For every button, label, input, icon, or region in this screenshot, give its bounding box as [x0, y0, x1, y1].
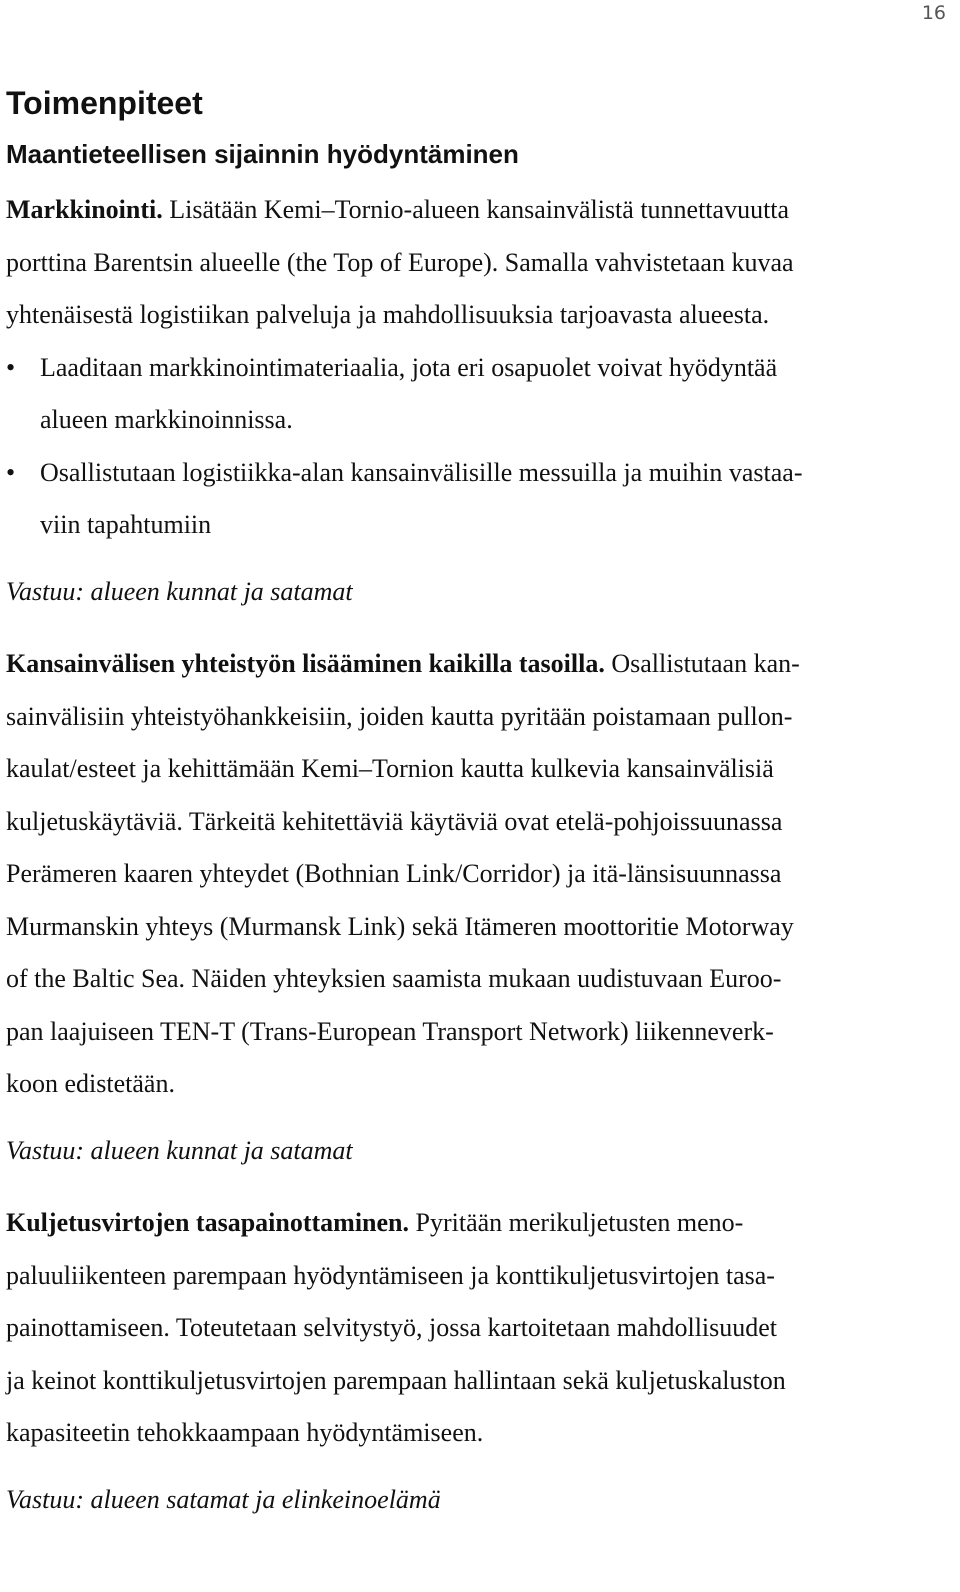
bullet-line: alueen markkinoinnissa. [40, 405, 293, 434]
transport-flows-paragraph [6, 1197, 942, 1460]
paragraph-line: of the Baltic Sea. Näiden yhteyksien saamista mukaan uudistuvaan Euroo- [6, 964, 782, 993]
section-marketing [6, 184, 942, 618]
bullet-line: viin tapahtumiin [40, 510, 212, 539]
paragraph-line: yhtenäisestä logistiikan palveluja ja mahdollisuuksia tarjoavasta alueesta. [6, 300, 770, 329]
bullet-icon: • [6, 457, 16, 487]
bullet-line: Laaditaan markkinointimateriaalia, jota eri osapuolet voivat hyödyntää [40, 352, 778, 382]
paragraph-line: kuljetuskäytäviä. Tärkeitä kehitettäviä käytäviä ovat etelä-pohjoissuunassa [6, 806, 783, 836]
bullet-line: Osallistutaan logistiikka-alan kansainvälisille messuilla ja muihin vastaa- [40, 457, 803, 487]
bullet-item [6, 447, 942, 552]
section-transport-flows [6, 1197, 942, 1526]
paragraph-lead: Kuljetusvirtojen tasapainottaminen. [6, 1208, 409, 1237]
bullet-list [6, 342, 942, 552]
paragraph-line: ja keinot konttikuljetusvirtojen parempaan hallintaan sekä kuljetuskaluston [6, 1365, 786, 1395]
paragraph-line: Markkinointi. Lisätään Kemi–Tornio-alueen kansainvälistä tunnettavuutta [6, 195, 790, 224]
responsibility-note: Vastuu: alueen satamat ja elinkeinoelämä [6, 1484, 441, 1514]
paragraph-line: kapasiteetin tehokkaampaan hyödyntämiseen. [6, 1418, 484, 1447]
bullet-icon: • [6, 352, 16, 382]
paragraph-line: Perämeren kaaren yhteydet (Bothnian Link/Corridor) ja itä-länsisuunnassa [6, 859, 782, 888]
paragraph-line: Murmanskin yhteys (Murmansk Link) sekä Itämeren moottoritie Motorway [6, 911, 794, 941]
paragraph-lead: Kansainvälisen yhteistyön lisääminen kaikilla tasoilla. [6, 649, 605, 678]
paragraph-line: pan laajuiseen TEN-T (Trans-European Transport Network) liikenneverk- [6, 1016, 774, 1046]
responsibility-note: Vastuu: alueen kunnat ja satamat [6, 1135, 353, 1165]
section-heading: Maantieteellisen sijainnin hyödyntäminen [6, 139, 519, 169]
paragraph-line: painottamiseen. Toteutetaan selvitystyö, jossa kartoitetaan mahdollisuudet [6, 1313, 778, 1342]
paragraph-line: Kansainvälisen yhteistyön lisääminen kaikilla tasoilla. Osallistutaan kan- [6, 649, 800, 678]
bullet-item [6, 342, 942, 447]
responsibility-note: Vastuu: alueen kunnat ja satamat [6, 576, 353, 606]
page-title: Toimenpiteet [6, 85, 203, 121]
cooperation-paragraph [6, 638, 942, 1111]
document-body [6, 78, 942, 1546]
paragraph-lead: Markkinointi. [6, 195, 163, 224]
paragraph-line: kaulat/esteet ja kehittämään Kemi–Tornion kautta kulkevia kansainvälisiä [6, 754, 774, 783]
paragraph-line: porttina Barentsin alueelle (the Top of Europe). Samalla vahvistetaan kuvaa [6, 247, 794, 277]
section-international-cooperation [6, 638, 942, 1177]
paragraph-line: paluuliikenteen parempaan hyödyntämiseen ja konttikuljetusvirtojen tasa- [6, 1260, 775, 1290]
paragraph-line: sainvälisiin yhteistyöhankkeisiin, joiden kautta pyritään poistamaan pullon- [6, 701, 793, 731]
paragraph-line: koon edistetään. [6, 1069, 175, 1098]
paragraph-line: Kuljetusvirtojen tasapainottaminen. Pyritään merikuljetusten meno- [6, 1208, 744, 1237]
marketing-paragraph [6, 184, 942, 342]
page-number: 16 [921, 2, 946, 24]
